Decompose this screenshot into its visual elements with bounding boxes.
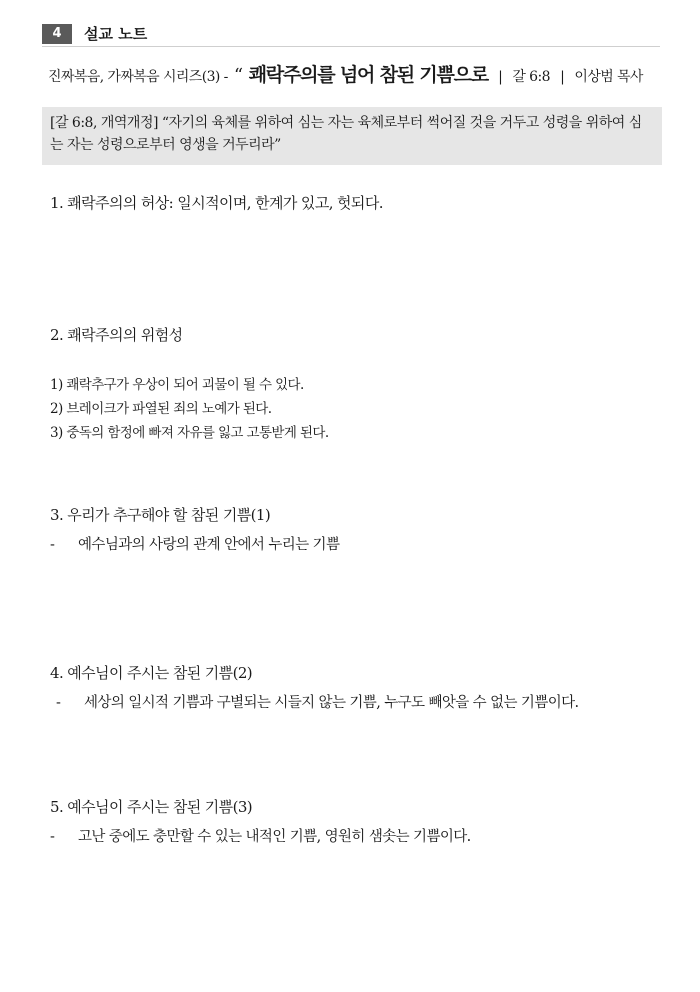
dash-marker: - (56, 695, 61, 711)
point-1 (50, 192, 660, 214)
title-separator: | (498, 69, 503, 85)
dash-marker: - (50, 537, 55, 553)
point-detail (50, 692, 660, 714)
list-item: 1) 쾌락추구가 우상이 되어 괴물이 될 수 있다. (50, 377, 304, 393)
preacher-name: 이상범 목사 (574, 69, 643, 85)
quote-mark: “ (233, 65, 243, 86)
sermon-title: 쾌락주의를 넘어 참된 기쁨으로 (248, 64, 488, 86)
point-heading: 1. 쾌락주의의 허상: 일시적이며, 한계가 있고, 헛되다. (50, 194, 383, 212)
sermon-title-line (48, 60, 668, 92)
point-4 (50, 662, 660, 714)
point-2-items (50, 373, 660, 445)
point-detail (50, 534, 660, 556)
point-2 (50, 324, 660, 346)
list-item: 2) 브레이크가 파열된 죄의 노예가 된다. (50, 401, 272, 417)
page-number: 4 (42, 24, 72, 44)
series-label: 진짜복음, 가짜복음 시리즈(3) - (48, 69, 228, 85)
point-3 (50, 504, 660, 556)
dash-marker: - (50, 829, 55, 845)
point-heading: 4. 예수님이 주시는 참된 기쁨(2) (50, 664, 253, 682)
section-title: 설교 노트 (84, 25, 148, 43)
point-heading: 5. 예수님이 주시는 참된 기쁨(3) (50, 798, 253, 816)
scripture-box: [갈 6:8, 개역개정] “자기의 육체를 위하여 심는 자는 육체로부터 썩어질 것을 거두고 성령을 위하여 심는 자는 성령으로부터 영생을 거두리라” (42, 107, 662, 165)
point-detail-text: 예수님과의 사랑의 관계 안에서 누리는 기쁨 (78, 537, 340, 553)
reference-separator: | (560, 69, 565, 85)
point-detail-text: 고난 중에도 충만할 수 있는 내적인 기쁨, 영원히 샘솟는 기쁨이다. (78, 829, 471, 845)
page-header (42, 24, 660, 47)
point-5 (50, 796, 660, 848)
point-detail-text: 세상의 일시적 기쁨과 구별되는 시들지 않는 기쁨, 누구도 빼앗을 수 없는 기쁨이다. (84, 695, 579, 711)
scripture-reference: 갈 6:8 (512, 69, 550, 85)
list-item: 3) 중독의 함정에 빠져 자유를 잃고 고통받게 된다. (50, 425, 329, 441)
point-heading: 2. 쾌락주의의 위험성 (50, 326, 183, 344)
point-detail (50, 826, 660, 848)
point-heading: 3. 우리가 추구해야 할 참된 기쁨(1) (50, 506, 271, 524)
